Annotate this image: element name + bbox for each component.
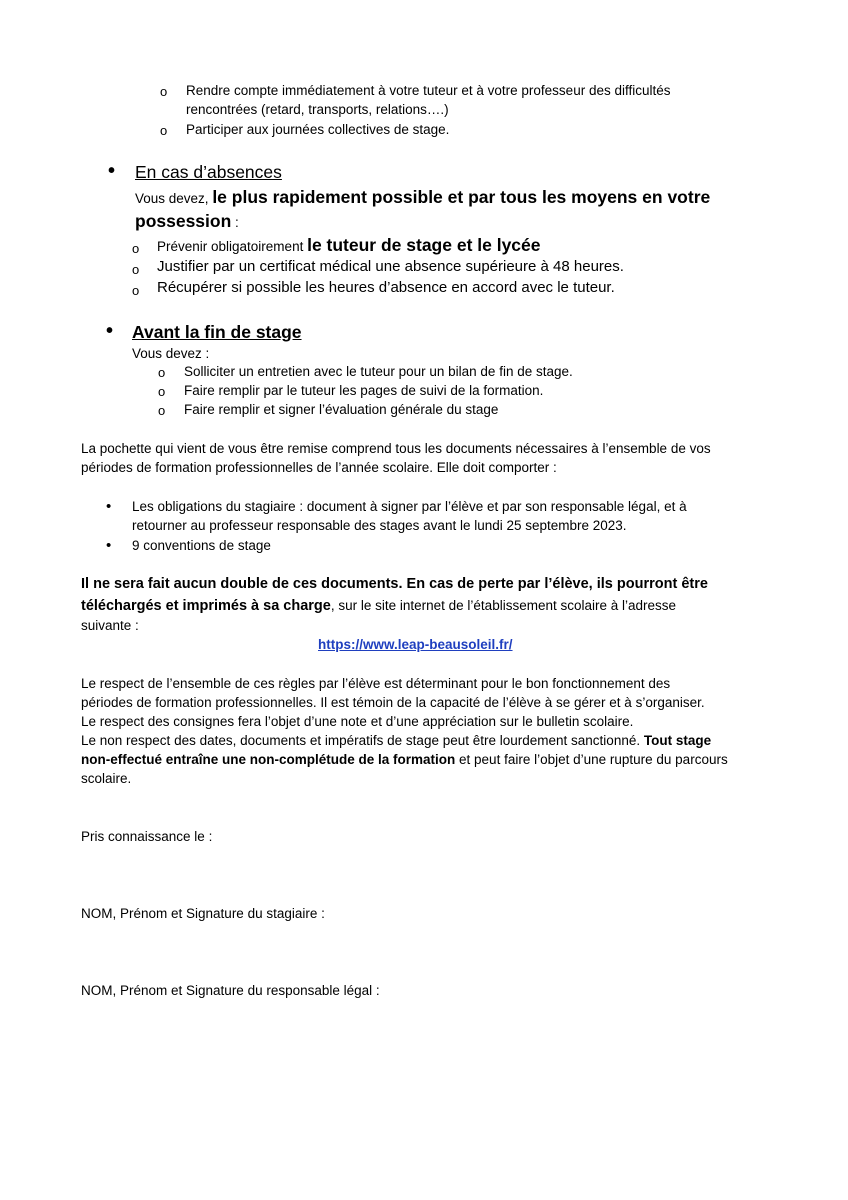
hollow-bullet-icon: o xyxy=(158,365,166,380)
fin-stage-intro: Vous devez : xyxy=(132,346,210,361)
list-item: Les obligations du stagiaire : document à signer par l’élève et par son responsable légal, et à xyxy=(132,499,687,514)
hollow-bullet-icon: o xyxy=(132,283,140,298)
list-item: Participer aux journées collectives de stage. xyxy=(186,122,450,137)
bullet-icon: • xyxy=(106,498,112,515)
paragraph-line: non-effectué entraîne une non-complétude de la formation et peut faire l’objet d’une rupture du parcours xyxy=(81,752,728,767)
section-heading-fin-stage: Avant la fin de stage xyxy=(132,322,302,342)
list-item: Récupérer si possible les heures d’absence en accord avec le tuteur. xyxy=(157,279,615,296)
list-item: Faire remplir et signer l’évaluation générale du stage xyxy=(184,402,499,417)
bullet-icon: • xyxy=(106,320,114,342)
paragraph-line: scolaire. xyxy=(81,771,132,786)
paragraph-line: Le respect des consignes fera l’objet d’une note et d’une appréciation sur le bulletin scolaire. xyxy=(81,714,634,729)
website-link[interactable]: https://www.leap-beausoleil.fr/ xyxy=(318,637,513,652)
bullet-icon: • xyxy=(108,160,116,182)
section-heading-absences: En cas d’absences xyxy=(135,162,282,182)
absences-intro: Vous devez, le plus rapidement possible et par tous les moyens en votre xyxy=(135,187,711,207)
list-item: rencontrées (retard, transports, relations….) xyxy=(186,102,449,117)
paragraph-line: périodes de formation professionnelles. Il est témoin de la capacité de l’élève à se gérer et à s’organiser. xyxy=(81,695,705,710)
paragraph-line: périodes de formation professionnelles de l’année scolaire. Elle doit comporter : xyxy=(81,460,557,475)
hollow-bullet-icon: o xyxy=(158,384,166,399)
hollow-bullet-icon: o xyxy=(160,84,168,99)
signature-date-label: Pris connaissance le : xyxy=(81,829,213,844)
list-item: 9 conventions de stage xyxy=(132,538,271,553)
list-item: Faire remplir par le tuteur les pages de suivi de la formation. xyxy=(184,383,544,398)
hollow-bullet-icon: o xyxy=(132,262,140,277)
hollow-bullet-icon: o xyxy=(158,403,166,418)
list-item: Solliciter un entretien avec le tuteur pour un bilan de fin de stage. xyxy=(184,364,573,379)
paragraph-line: La pochette qui vient de vous être remise comprend tous les documents nécessaires à l’ensemble de vos xyxy=(81,441,711,456)
list-item: Rendre compte immédiatement à votre tuteur et à votre professeur des difficultés xyxy=(186,83,671,98)
list-item: Prévenir obligatoirement le tuteur de stage et le lycée xyxy=(157,235,541,255)
paragraph-line: suivante : xyxy=(81,618,139,633)
hollow-bullet-icon: o xyxy=(160,123,168,138)
list-item: retourner au professeur responsable des stages avant le lundi 25 septembre 2023. xyxy=(132,518,627,533)
paragraph-line: Il ne sera fait aucun double de ces documents. En cas de perte par l’élève, ils pourront être xyxy=(81,576,708,592)
hollow-bullet-icon: o xyxy=(132,241,140,256)
paragraph-line: Le respect de l’ensemble de ces règles par l’élève est déterminant pour le bon fonctionnement des xyxy=(81,676,671,691)
absences-intro-cont: possession : xyxy=(135,211,239,231)
list-item: Justifier par un certificat médical une absence supérieure à 48 heures. xyxy=(157,258,624,275)
bullet-icon: • xyxy=(106,537,112,554)
paragraph-line: téléchargés et imprimés à sa charge, sur le site internet de l’établissement scolaire à l’adresse xyxy=(81,598,677,614)
signature-stagiaire-label: NOM, Prénom et Signature du stagiaire : xyxy=(81,906,325,921)
signature-responsable-label: NOM, Prénom et Signature du responsable légal : xyxy=(81,983,380,998)
paragraph-line: Le non respect des dates, documents et impératifs de stage peut être lourdement sanctionné. Tout stage xyxy=(81,733,712,748)
